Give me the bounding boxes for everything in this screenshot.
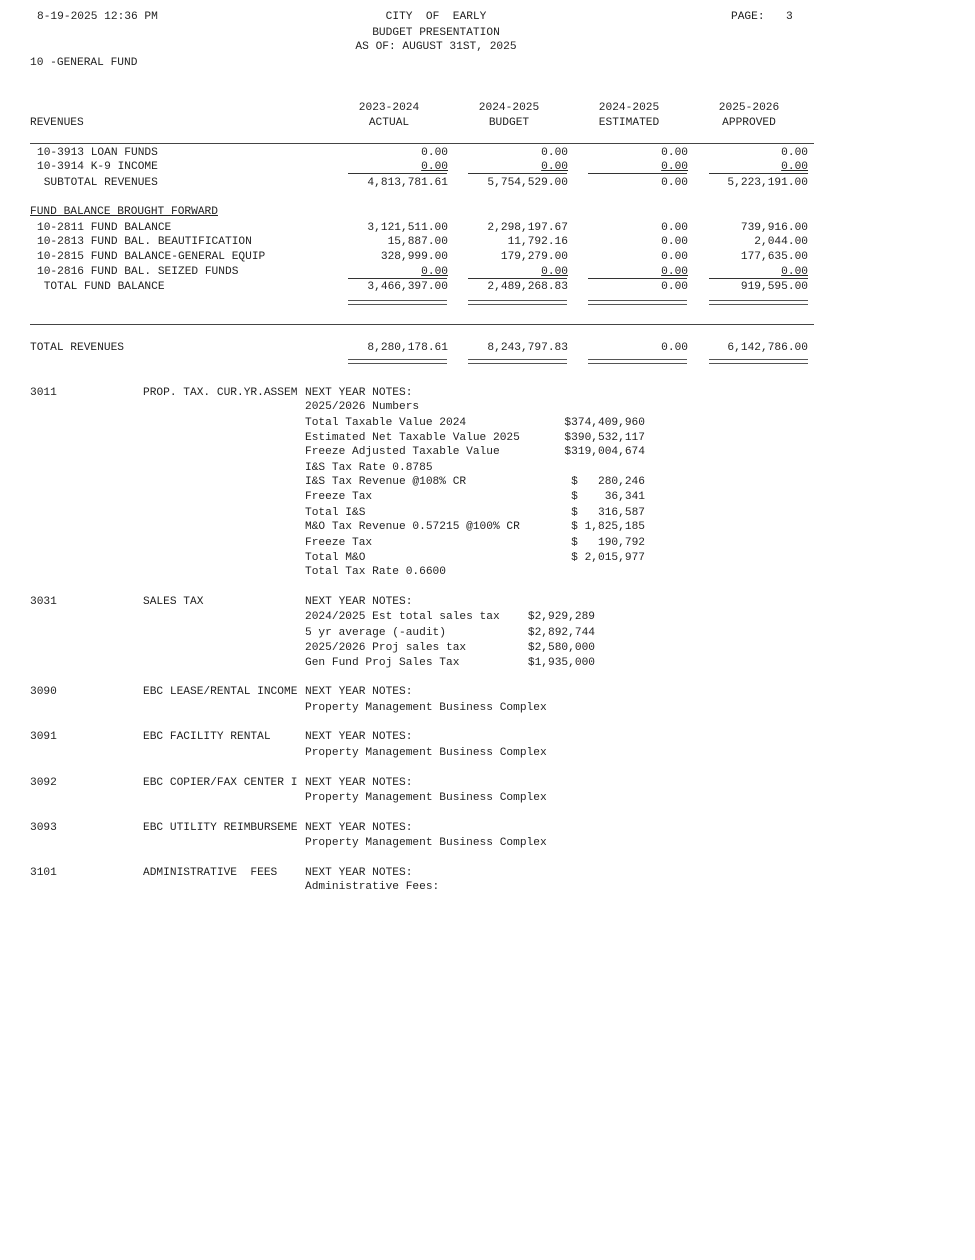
note-line: 2024/2025 Est total sales tax	[305, 611, 500, 623]
total-rule	[709, 278, 808, 279]
row-value: 11,792.16	[507, 236, 568, 248]
note-code: 3093	[30, 822, 57, 834]
header-rule	[30, 143, 814, 144]
row-value: 328,999.00	[380, 251, 448, 263]
note-account-name: EBC LEASE/RENTAL INCOME	[143, 686, 298, 698]
note-code: 3011	[30, 387, 57, 399]
note-code: 3092	[30, 777, 57, 789]
row-value: 0.00	[781, 147, 808, 159]
subtotal-label: SUBTOTAL REVENUES	[37, 177, 158, 189]
subtotal-rule	[468, 173, 567, 174]
note-amount: $2,580,000	[527, 642, 595, 654]
note-amount: $319,004,674	[564, 446, 645, 458]
row-value: 0.00	[541, 266, 568, 278]
page-label: PAGE:	[731, 11, 765, 23]
note-line: Total M&O	[305, 552, 366, 564]
row-value: 0.00	[661, 266, 688, 278]
note-amount: $ 190,792	[571, 537, 645, 549]
note-line: Estimated Net Taxable Value 2025	[305, 432, 520, 444]
row-label: 10-2815 FUND BALANCE-GENERAL EQUIP	[37, 251, 266, 263]
col-estimated-year: 2024-2025	[598, 102, 660, 114]
note-line: Total Tax Rate 0.6600	[305, 566, 446, 578]
note-amount: $2,892,744	[527, 627, 595, 639]
col-estimated-label: ESTIMATED	[598, 117, 660, 129]
note-account-name: ADMINISTRATIVE FEES	[143, 867, 278, 879]
row-label: 10-2811 FUND BALANCE	[37, 222, 172, 234]
row-value: 179,279.00	[500, 251, 568, 263]
note-line: Property Management Business Complex	[305, 747, 547, 759]
row-value: 0.00	[781, 266, 808, 278]
total-value: 919,595.00	[740, 281, 808, 293]
note-code: 3101	[30, 867, 57, 879]
row-value: 0.00	[541, 147, 568, 159]
total-rule	[588, 278, 687, 279]
col-budget-year: 2024-2025	[478, 102, 540, 114]
note-code: 3031	[30, 596, 57, 608]
double-rule	[468, 359, 567, 364]
row-label: 10-2816 FUND BAL. SEIZED FUNDS	[37, 266, 239, 278]
note-amount: $390,532,117	[564, 432, 645, 444]
note-amount: $ 1,825,185	[571, 521, 645, 533]
note-code: 3091	[30, 731, 57, 743]
col-approved-label: APPROVED	[722, 117, 776, 129]
note-line: Property Management Business Complex	[305, 702, 547, 714]
note-amount: $ 36,341	[571, 491, 645, 503]
double-rule	[468, 300, 567, 305]
note-heading: NEXT YEAR NOTES:	[305, 867, 413, 879]
page-number: 3	[786, 11, 793, 23]
total-rule	[468, 278, 567, 279]
total-value: 0.00	[661, 281, 688, 293]
note-line: Freeze Adjusted Taxable Value	[305, 446, 500, 458]
total-value: 2,489,268.83	[487, 281, 568, 293]
note-heading: NEXT YEAR NOTES:	[305, 731, 413, 743]
note-heading: NEXT YEAR NOTES:	[305, 686, 413, 698]
row-value: 0.00	[661, 222, 688, 234]
fund-name: 10 -GENERAL FUND	[30, 57, 138, 69]
note-account-name: PROP. TAX. CUR.YR.ASSEM	[143, 387, 298, 399]
col-actual-year: 2023-2024	[358, 102, 420, 114]
total-revenues-label: TOTAL REVENUES	[30, 342, 124, 354]
note-account-name: EBC FACILITY RENTAL	[143, 731, 271, 743]
total-fund-balance-label: TOTAL FUND BALANCE	[37, 281, 165, 293]
note-amount: $1,935,000	[527, 657, 595, 669]
note-amount: $ 316,587	[571, 507, 645, 519]
row-value: 0.00	[541, 161, 568, 173]
row-value: 0.00	[781, 161, 808, 173]
row-label: 10-3913 LOAN FUNDS	[37, 147, 158, 159]
row-value: 0.00	[421, 161, 448, 173]
note-line: Freeze Tax	[305, 491, 373, 503]
note-line: Administrative Fees:	[305, 881, 440, 893]
note-line: Total Taxable Value 2024	[305, 417, 467, 429]
section-rule	[30, 324, 814, 325]
report-datetime: 8-19-2025 12:36 PM	[37, 11, 158, 23]
note-line: I&S Tax Rate 0.8785	[305, 462, 433, 474]
double-rule	[709, 359, 808, 364]
note-amount: $ 2,015,977	[571, 552, 645, 564]
note-heading: NEXT YEAR NOTES:	[305, 822, 413, 834]
row-label: 10-3914 K-9 INCOME	[37, 161, 158, 173]
double-rule	[588, 300, 687, 305]
note-line: 5 yr average (-audit)	[305, 627, 446, 639]
note-line: 2025/2026 Proj sales tax	[305, 642, 467, 654]
note-line: I&S Tax Revenue @108% CR	[305, 476, 467, 488]
note-line: Freeze Tax	[305, 537, 373, 549]
note-heading: NEXT YEAR NOTES:	[305, 596, 413, 608]
total-revenues-value: 8,243,797.83	[487, 342, 568, 354]
subtotal-rule	[588, 173, 687, 174]
note-amount: $2,929,289	[527, 611, 595, 623]
subtotal-value: 0.00	[661, 177, 688, 189]
row-value: 2,298,197.67	[487, 222, 568, 234]
row-label: 10-2813 FUND BAL. BEAUTIFICATION	[37, 236, 252, 248]
note-account-name: EBC UTILITY REIMBURSEME	[143, 822, 298, 834]
note-account-name: EBC COPIER/FAX CENTER I	[143, 777, 298, 789]
subtotal-rule	[348, 173, 447, 174]
note-line: Total I&S	[305, 507, 366, 519]
subtotal-value: 4,813,781.61	[367, 177, 448, 189]
section-heading: REVENUES	[30, 117, 84, 129]
total-revenues-value: 0.00	[661, 342, 688, 354]
row-value: 3,121,511.00	[367, 222, 448, 234]
note-heading: NEXT YEAR NOTES:	[305, 387, 413, 399]
note-line: Property Management Business Complex	[305, 792, 547, 804]
total-value: 3,466,397.00	[367, 281, 448, 293]
note-account-name: SALES TAX	[143, 596, 204, 608]
subtotal-value: 5,754,529.00	[487, 177, 568, 189]
city-name: CITY OF EARLY	[385, 11, 487, 23]
row-value: 0.00	[421, 147, 448, 159]
double-rule	[348, 359, 447, 364]
col-actual-label: ACTUAL	[368, 117, 410, 129]
double-rule	[348, 300, 447, 305]
double-rule	[709, 300, 808, 305]
note-line: Property Management Business Complex	[305, 837, 547, 849]
subtotal-rule	[709, 173, 808, 174]
double-rule	[588, 359, 687, 364]
note-line: 2025/2026 Numbers	[305, 401, 420, 413]
total-revenues-value: 6,142,786.00	[727, 342, 808, 354]
total-rule	[348, 278, 447, 279]
row-value: 177,635.00	[740, 251, 808, 263]
note-line: Gen Fund Proj Sales Tax	[305, 657, 460, 669]
row-value: 0.00	[661, 147, 688, 159]
row-value: 0.00	[661, 161, 688, 173]
row-value: 739,916.00	[740, 222, 808, 234]
row-value: 2,044.00	[754, 236, 808, 248]
report-title: BUDGET PRESENTATION	[372, 27, 500, 39]
col-budget-label: BUDGET	[488, 117, 530, 129]
row-value: 0.00	[421, 266, 448, 278]
note-heading: NEXT YEAR NOTES:	[305, 777, 413, 789]
subtotal-value: 5,223,191.00	[727, 177, 808, 189]
note-amount: $374,409,960	[564, 417, 645, 429]
col-approved-year: 2025-2026	[718, 102, 780, 114]
row-value: 15,887.00	[387, 236, 448, 248]
fund-balance-heading: FUND BALANCE BROUGHT FORWARD	[30, 206, 218, 218]
report-as-of: AS OF: AUGUST 31ST, 2025	[355, 41, 517, 53]
note-amount: $ 280,246	[564, 476, 645, 488]
note-line: M&O Tax Revenue 0.57215 @100% CR	[305, 521, 520, 533]
row-value: 0.00	[661, 251, 688, 263]
note-code: 3090	[30, 686, 57, 698]
total-revenues-value: 8,280,178.61	[367, 342, 448, 354]
row-value: 0.00	[661, 236, 688, 248]
